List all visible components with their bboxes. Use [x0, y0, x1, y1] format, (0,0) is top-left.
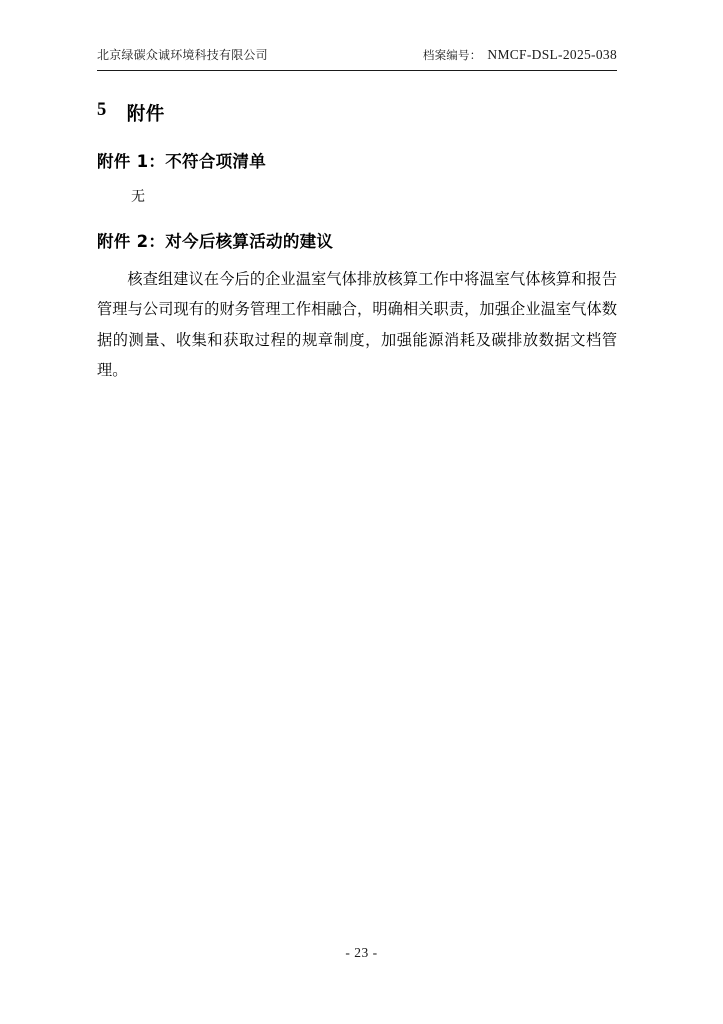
header-archive	[423, 47, 617, 63]
page-footer	[0, 945, 723, 961]
appendix-2-heading: 附件 2：对今后核算活动的建议	[97, 232, 334, 251]
section-number: 5	[97, 100, 107, 120]
document-body	[97, 92, 617, 386]
appendix-1-body: 无	[131, 189, 145, 205]
section-heading	[97, 92, 617, 126]
appendix-1-heading: 附件 1：不符合项清单	[97, 152, 267, 171]
header-company-name: 北京绿碳众诚环境科技有限公司	[97, 48, 268, 62]
header-divider	[97, 70, 617, 71]
header-archive-number: NMCF-DSL-2025-038	[487, 47, 617, 62]
page-number: - 23 -	[345, 945, 378, 960]
appendix-2-body: 核查组建议在今后的企业温室气体排放核算工作中将温室气体核算和报告管理与公司现有的财务管理工作相融合，明确相关职责，加强企业温室气体数据的测量、收集和获取过程的规章制度，加强能源消耗及碳排放数据文档管理。	[97, 270, 617, 380]
header-archive-label: 档案编号：	[422, 48, 482, 62]
section-title: 附件	[126, 104, 165, 125]
page-header	[97, 46, 617, 63]
